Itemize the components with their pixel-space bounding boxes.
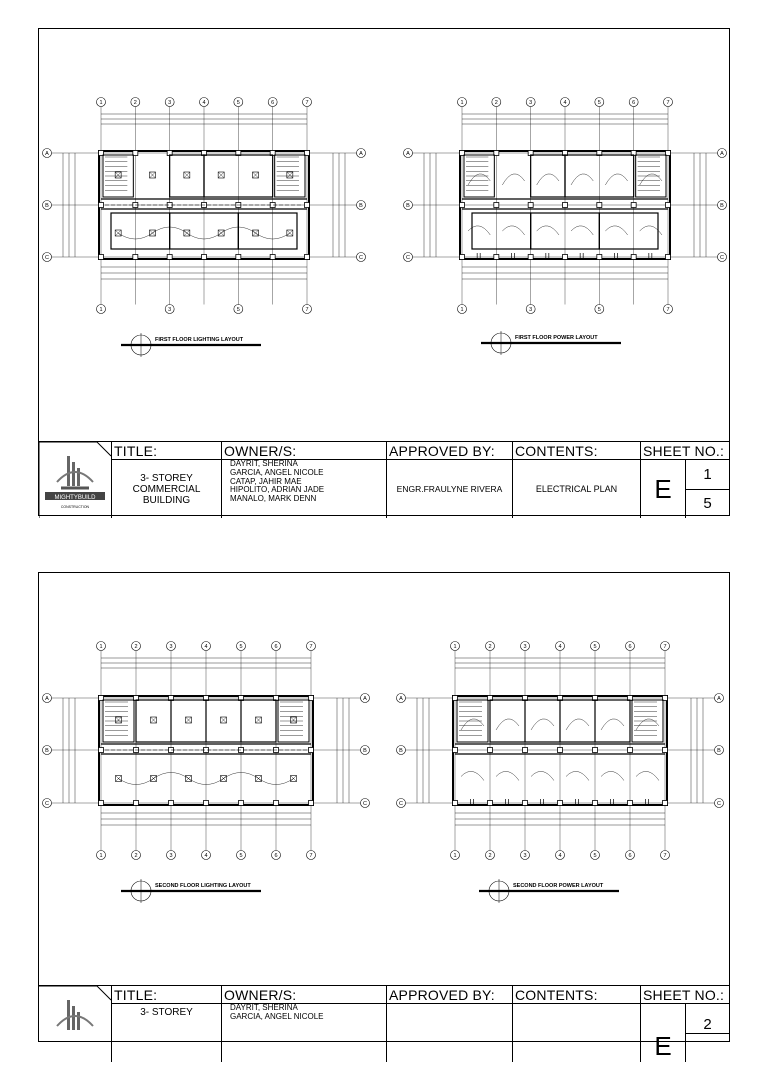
- grid-bubble-label: 7: [309, 644, 313, 650]
- room-partition: [599, 213, 658, 249]
- title-cell: [111, 986, 221, 1062]
- structural-column: [666, 203, 671, 208]
- floor-plans-area: [39, 29, 729, 441]
- grid-bubble-label: 5: [236, 100, 240, 106]
- grid-bubble-label: 4: [558, 644, 562, 650]
- floor-plan: [43, 642, 370, 860]
- wiring-run: [636, 771, 659, 780]
- structural-column: [563, 203, 568, 208]
- logo-tagline: CONSTRUCTION: [60, 505, 90, 509]
- owners-header: OWNER/S:: [224, 987, 297, 1003]
- owners-cell: [221, 986, 386, 1062]
- grid-bubble-label: 6: [628, 644, 632, 650]
- grid-bubble-label: A: [359, 151, 363, 157]
- structural-column: [274, 801, 279, 806]
- structural-column: [204, 801, 209, 806]
- grid-bubble-label: 1: [460, 100, 464, 106]
- plan-title-text: SECOND FLOOR LIGHTING LAYOUT: [155, 883, 251, 889]
- contents-cell: [512, 986, 640, 1062]
- grid-bubble-label: 1: [99, 644, 103, 650]
- structural-column: [488, 801, 493, 806]
- logo-text: MIGHTYBUILD: [54, 495, 96, 501]
- drawing-sheet-1: [38, 28, 730, 516]
- grid-bubble-label: C: [363, 801, 367, 807]
- grid-bubble-label: C: [45, 255, 49, 261]
- grid-bubble-label: 5: [593, 644, 597, 650]
- approved-by: ENGR.FRAULYNE RIVERA: [396, 484, 503, 494]
- structural-column: [494, 255, 499, 260]
- grid-bubble-label: 7: [309, 853, 313, 859]
- grid-bubble-label: 7: [666, 100, 670, 106]
- owners-header: OWNER/S:: [224, 443, 297, 459]
- grid-bubble-label: A: [406, 151, 410, 157]
- grid-bubble-label: 3: [529, 307, 533, 313]
- grid-bubble-label: 4: [558, 853, 562, 859]
- grid-bubble-label: C: [720, 255, 724, 261]
- owners-list: DAYRIT, SHERINA GARCIA, ANGEL NICOLE CATAP, JAHIR MAE HIPOLITO, ADRIAN JADE MANALO, MARK DENN: [230, 459, 325, 504]
- structural-column: [597, 255, 602, 260]
- grid-bubble-label: 5: [239, 853, 243, 859]
- grid-bubble-label: 3: [523, 644, 527, 650]
- mightybuild-logo: [39, 442, 111, 518]
- wiring-run: [571, 174, 593, 185]
- wiring-run: [566, 719, 589, 730]
- wiring-run: [502, 174, 524, 185]
- structural-column: [523, 748, 528, 753]
- grid-bubble-label: 6: [274, 853, 278, 859]
- structural-column: [528, 255, 533, 260]
- structural-column: [239, 801, 244, 806]
- contents-header: CONTENTS:: [515, 987, 598, 1003]
- grid-bubble-label: 3: [169, 644, 173, 650]
- grid-bubble-label: A: [45, 696, 49, 702]
- plan-title: [121, 879, 261, 903]
- grid-bubble-label: A: [363, 696, 367, 702]
- approved-cell: [386, 442, 512, 518]
- grid-bubble-label: A: [45, 151, 49, 157]
- floor-plan: [404, 98, 727, 314]
- grid-bubble-label: A: [720, 151, 724, 157]
- wiring-run: [496, 771, 519, 780]
- grid-bubble-label: C: [717, 801, 721, 807]
- owners-cell: [221, 442, 386, 518]
- sheet-number: 2: [686, 1004, 729, 1034]
- grid-bubble-label: 7: [305, 307, 309, 313]
- title-cell: [111, 442, 221, 518]
- contents-header: CONTENTS:: [515, 443, 598, 459]
- title-block: [39, 441, 729, 518]
- structural-column: [628, 801, 633, 806]
- structural-column: [631, 255, 636, 260]
- drawing-sheet-2: [38, 572, 730, 1061]
- structural-column: [134, 801, 139, 806]
- plan-title-text: SECOND FLOOR POWER LAYOUT: [513, 883, 604, 889]
- grid-bubble-label: 2: [134, 644, 138, 650]
- structural-column: [631, 203, 636, 208]
- wiring-run: [531, 719, 554, 730]
- grid-bubble-label: 3: [168, 307, 172, 313]
- structural-column: [236, 255, 241, 260]
- structural-column: [305, 203, 310, 208]
- grid-bubble-label: C: [399, 801, 403, 807]
- structural-column: [663, 801, 668, 806]
- grid-bubble-label: 1: [99, 307, 103, 313]
- title-header: TITLE:: [114, 443, 158, 459]
- grid-bubble-label: 6: [632, 100, 636, 106]
- grid-bubble-label: B: [717, 748, 721, 754]
- grid-bubble-label: B: [720, 203, 724, 209]
- wiring-run: [601, 719, 624, 730]
- grid-bubble-label: 1: [99, 100, 103, 106]
- structural-column: [666, 255, 671, 260]
- structural-column: [99, 801, 104, 806]
- plan-title: [121, 333, 261, 357]
- structural-column: [593, 801, 598, 806]
- structural-column: [528, 203, 533, 208]
- structural-column: [488, 748, 493, 753]
- wiring-run: [531, 771, 554, 780]
- grid-bubble-label: 4: [563, 100, 567, 106]
- wiring-run: [537, 174, 559, 185]
- structural-column: [99, 203, 104, 208]
- sheet-letter: E: [641, 1004, 686, 1062]
- grid-bubble-label: 4: [204, 644, 208, 650]
- sheet-no-cell: [640, 986, 729, 1062]
- contents-cell: [512, 442, 640, 518]
- structural-column: [270, 255, 275, 260]
- wiring-run: [601, 771, 624, 780]
- structural-column: [305, 255, 310, 260]
- structural-column: [169, 801, 174, 806]
- grid-bubble-label: B: [359, 203, 363, 209]
- grid-bubble-label: A: [717, 696, 721, 702]
- approved-header: APPROVED BY:: [389, 987, 495, 1003]
- wiring-run: [636, 719, 659, 730]
- grid-bubble-label: 2: [488, 644, 492, 650]
- grid-bubble-label: C: [406, 255, 410, 261]
- room-partition: [531, 155, 565, 197]
- structural-column: [453, 801, 458, 806]
- grid-bubble-label: 1: [453, 644, 457, 650]
- structural-column: [167, 255, 172, 260]
- room-partition: [472, 213, 531, 249]
- structural-column: [628, 748, 633, 753]
- structural-column: [563, 255, 568, 260]
- grid-bubble-label: 3: [169, 853, 173, 859]
- wiring-run: [468, 174, 490, 185]
- approved-cell: [386, 986, 512, 1062]
- grid-bubble-label: 7: [663, 644, 667, 650]
- wiring-run: [537, 226, 559, 235]
- sheet-letter: E: [641, 460, 686, 518]
- plan-title-text: FIRST FLOOR POWER LAYOUT: [515, 335, 598, 341]
- grid-bubble-label: 1: [99, 853, 103, 859]
- structural-column: [597, 203, 602, 208]
- grid-bubble-label: 4: [202, 100, 206, 106]
- structural-column: [202, 255, 207, 260]
- contents-value: ELECTRICAL PLAN: [535, 484, 618, 494]
- wiring-run: [461, 719, 484, 730]
- grid-bubble-label: 5: [236, 307, 240, 313]
- grid-bubble-label: 2: [133, 100, 137, 106]
- grid-bubble-label: B: [45, 203, 49, 209]
- grid-bubble-label: 4: [204, 853, 208, 859]
- structural-column: [460, 255, 465, 260]
- wiring-run: [468, 226, 490, 235]
- floor-plan: [397, 642, 724, 860]
- grid-bubble-label: 1: [460, 307, 464, 313]
- project-title: 3- STOREY: [140, 1007, 193, 1018]
- room-partition: [238, 213, 297, 249]
- grid-bubble-label: 6: [271, 100, 275, 106]
- structural-column: [523, 801, 528, 806]
- grid-bubble-label: 5: [239, 644, 243, 650]
- plan-title: [481, 331, 621, 355]
- wiring-run: [605, 174, 627, 185]
- structural-column: [309, 748, 314, 753]
- structural-column: [133, 255, 138, 260]
- structural-column: [593, 748, 598, 753]
- grid-bubble-label: 7: [305, 100, 309, 106]
- grid-bubble-label: 6: [274, 644, 278, 650]
- grid-bubble-label: 2: [494, 100, 498, 106]
- grid-bubble-label: 3: [529, 100, 533, 106]
- grid-bubble-label: 7: [666, 307, 670, 313]
- structural-column: [99, 748, 104, 753]
- wiring-run: [640, 174, 662, 185]
- wiring-run: [461, 771, 484, 780]
- floor-plans-area: [39, 573, 729, 985]
- structural-column: [494, 203, 499, 208]
- owners-list: DAYRIT, SHERINA GARCIA, ANGEL NICOLE: [230, 1003, 324, 1021]
- sheet-no-cell: [640, 442, 729, 518]
- wiring-run: [566, 771, 589, 780]
- grid-bubble-label: A: [399, 696, 403, 702]
- grid-bubble-label: 5: [597, 100, 601, 106]
- grid-bubble-label: C: [45, 801, 49, 807]
- grid-bubble-label: 3: [168, 100, 172, 106]
- sheet-number: 1: [686, 460, 729, 490]
- grid-bubble-label: C: [359, 255, 363, 261]
- approved-header: APPROVED BY:: [389, 443, 495, 459]
- grid-bubble-label: 1: [453, 853, 457, 859]
- room-partition: [170, 155, 204, 197]
- grid-bubble-label: B: [45, 748, 49, 754]
- wiring-run: [496, 719, 519, 730]
- grid-bubble-label: B: [406, 203, 410, 209]
- sheet-total: 5: [703, 495, 712, 512]
- grid-bubble-label: 7: [663, 853, 667, 859]
- structural-column: [558, 801, 563, 806]
- grid-bubble-label: 3: [523, 853, 527, 859]
- structural-column: [309, 801, 314, 806]
- project-title: 3- STOREY COMMERCIAL BUILDING: [132, 472, 201, 506]
- structural-column: [99, 255, 104, 260]
- grid-bubble-label: 6: [628, 853, 632, 859]
- plan-title: [479, 879, 619, 903]
- floor-plan: [43, 98, 366, 314]
- plan-title-text: FIRST FLOOR LIGHTING LAYOUT: [155, 337, 244, 343]
- structural-column: [663, 748, 668, 753]
- grid-bubble-label: 5: [593, 853, 597, 859]
- title-header: TITLE:: [114, 987, 158, 1003]
- grid-bubble-label: B: [399, 748, 403, 754]
- grid-bubble-label: 2: [134, 853, 138, 859]
- grid-bubble-label: 2: [488, 853, 492, 859]
- mightybuild-logo: [39, 986, 111, 1062]
- structural-column: [453, 748, 458, 753]
- grid-bubble-label: B: [363, 748, 367, 754]
- wiring-run: [502, 226, 524, 235]
- grid-bubble-label: 5: [597, 307, 601, 313]
- wiring-run: [640, 226, 662, 235]
- sheet-no-header: SHEET NO.:: [643, 443, 725, 459]
- wiring-run: [571, 226, 593, 235]
- wiring-run: [605, 226, 627, 235]
- structural-column: [558, 748, 563, 753]
- room-partition: [111, 213, 170, 249]
- structural-column: [460, 203, 465, 208]
- sheet-no-header: SHEET NO.:: [643, 987, 725, 1003]
